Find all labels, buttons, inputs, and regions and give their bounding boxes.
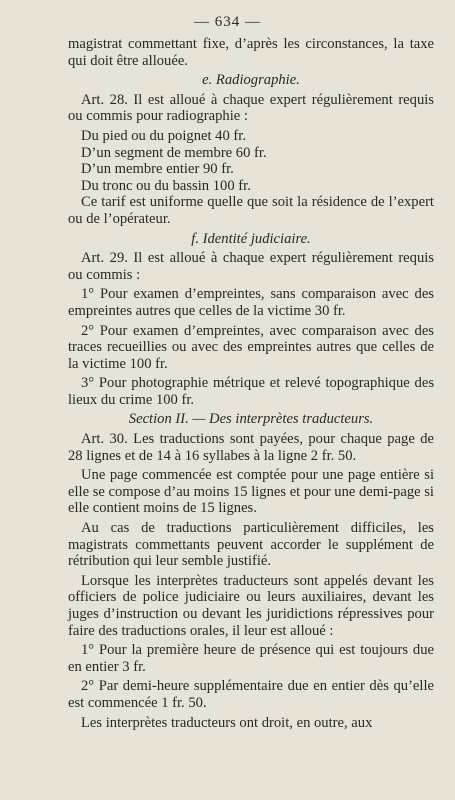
paragraph-empreintes-1: 1° Pour examen d’empreintes, sans comparaison avec des empreintes autres que celles de la victime 30 fr.	[68, 286, 434, 319]
heading-section-ii: Section II. — Des interprètes traducteurs.	[128, 411, 374, 428]
paragraph-demi-heure: 2° Par demi-heure supplémentaire due en entier dès qu’elle est commencée 1 fr. 50.	[68, 678, 434, 711]
paragraph-tarif-uniforme: Ce tarif est uniforme quelle que soit la résidence de l’expert ou de l’opérateur.	[68, 194, 434, 227]
paragraph-art-30: Art. 30. Les traductions sont payées, pour chaque page de 28 lignes et de 14 à 16 syllabes à la ligne 2 fr. 50.	[68, 431, 434, 464]
paragraph-droit-en-outre: Les interprètes traducteurs ont droit, en outre, aux	[81, 714, 373, 731]
paragraph-photographie: 3° Pour photographie métrique et relevé topographique des lieux du crime 100 fr.	[68, 375, 434, 408]
paragraph-continuation: magistrat commettant fixe, d’après les circonstances, la taxe qui doit être allouée.	[68, 36, 434, 69]
paragraph-art-29: Art. 29. Il est alloué à chaque expert régulièrement requis ou commis :	[68, 250, 434, 283]
paragraph-art-28: Art. 28. Il est alloué à chaque expert régulièrement requis ou commis pour radiographie :	[68, 91, 434, 125]
heading-identite-judiciaire: f. Identité judiciaire.	[191, 230, 311, 247]
heading-radiographie: e. Radiographie.	[202, 72, 300, 89]
paragraph-page-commencee: Une page commencée est comptée pour une page entière si elle se compose d’au moins 15 lignes et pour une demi-page si elle contient moins de 15 lignes.	[68, 467, 434, 517]
tariff-line-segment: D’un segment de membre 60 fr.	[81, 144, 267, 161]
paragraph-premiere-heure: 1° Pour la première heure de présence qui est toujours due en entier 3 fr.	[68, 642, 434, 675]
tariff-line-tronc: Du tronc ou du bassin 100 fr.	[81, 177, 251, 194]
tariff-line-membre: D’un membre entier 90 fr.	[81, 161, 234, 178]
body-text	[68, 36, 434, 734]
paragraph-traductions-orales: Lorsque les interprètes traducteurs sont appelés devant les officiers de police judiciaire ou leurs auxiliaires, devant les juges d’instruction ou devant les juridictions répressives pour faire des traductions orales, il leur est alloué :	[68, 572, 434, 639]
paragraph-empreintes-2: 2° Pour examen d’empreintes, avec comparaison avec des traces recueillies ou avec des empreintes autres que celles de la victime 100 fr.	[68, 322, 434, 372]
tariff-line-pied: Du pied ou du poignet 40 fr.	[81, 127, 246, 144]
paragraph-traductions-difficiles: Au cas de traductions particulièrement difficiles, les magistrats commettants peuvent accorder le supplément de rétribution qui leur semble justifié.	[68, 520, 434, 570]
page-number: — 634 —	[194, 14, 261, 30]
